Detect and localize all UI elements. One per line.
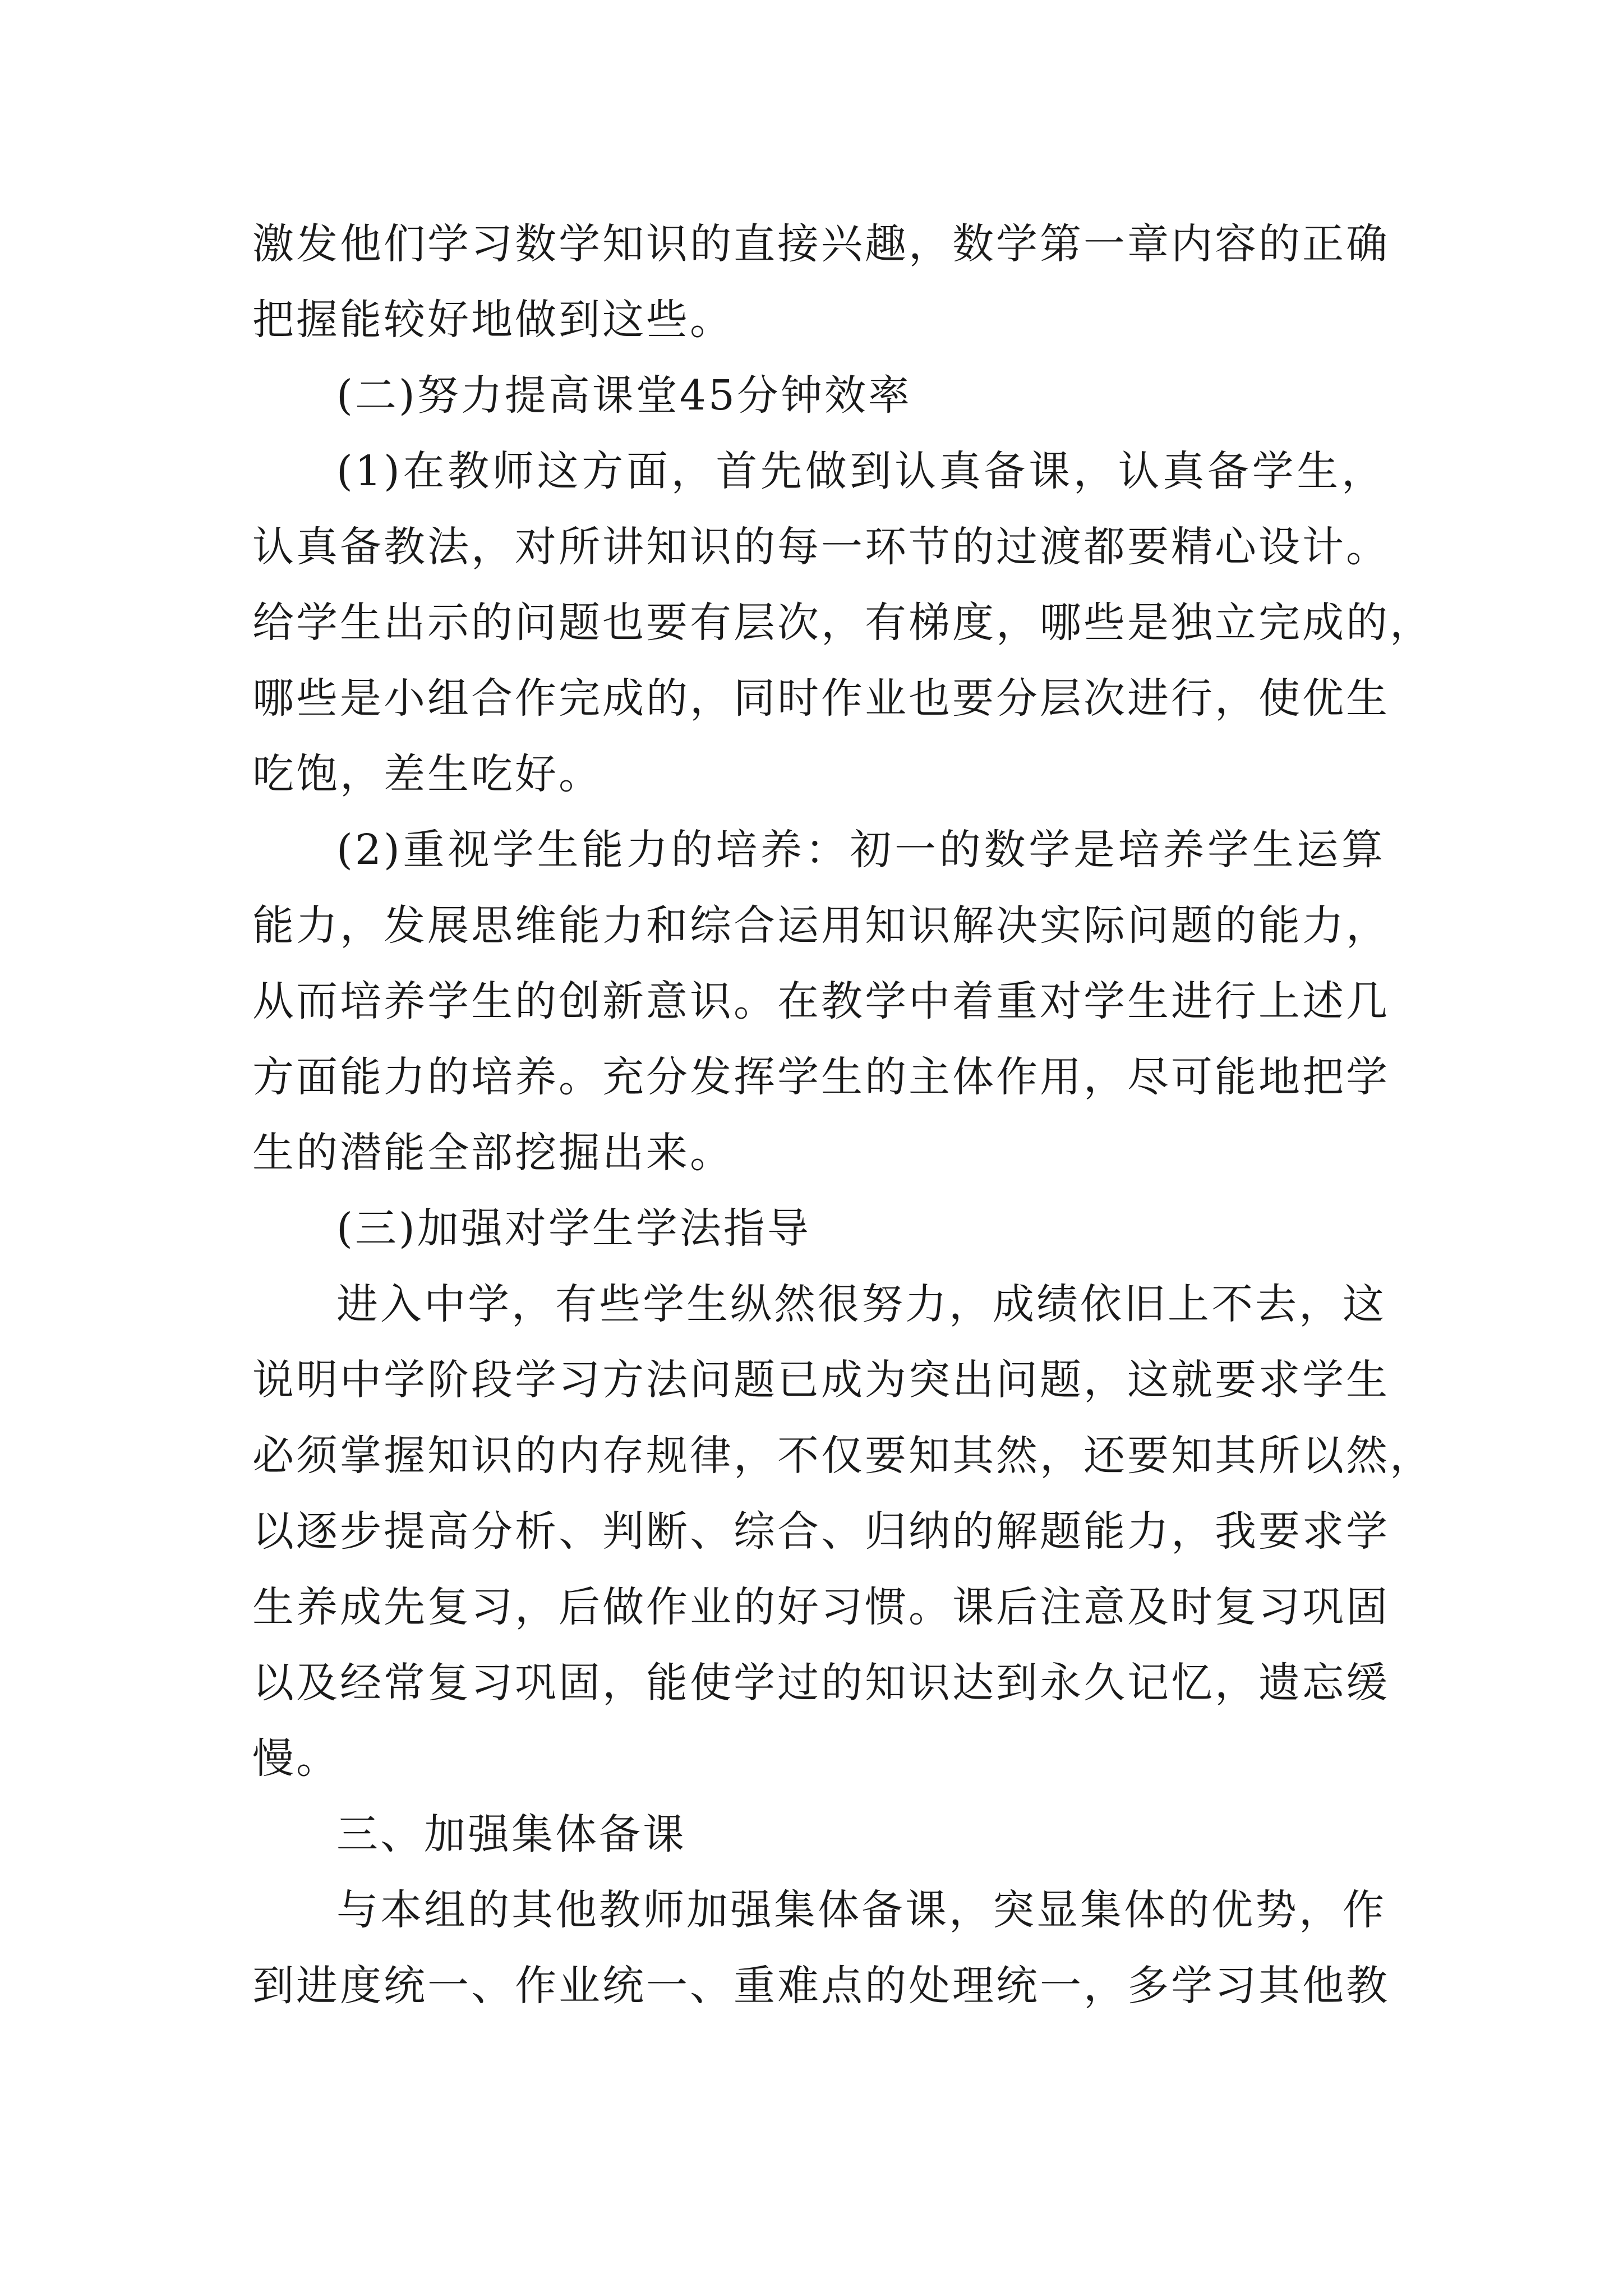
- paragraph-line: 到进度统一、作业统一、重难点的处理统一，多学习其他教: [252, 1962, 1390, 2010]
- paragraph-line: 以及经常复习巩固，能使学过的知识达到永久记忆，遗忘缓: [252, 1659, 1390, 1707]
- section-heading: 三、加强集体备课: [336, 1810, 686, 1858]
- section-heading: (三)加强对学生学法指导: [336, 1204, 811, 1253]
- paragraph-line: 激发他们学习数学知识的直接兴趣，数学第一章内容的正确: [252, 220, 1390, 268]
- paragraph-line: 说明中学阶段学习方法问题已成为突出问题，这就要求学生: [252, 1356, 1390, 1404]
- paragraph-line: 给学生出示的问题也要有层次，有梯度，哪些是独立完成的，: [252, 599, 1433, 647]
- paragraph-line: (1)在教师这方面，首先做到认真备课，认真备学生，: [336, 447, 1385, 495]
- paragraph-line: 能力，发展思维能力和综合运用知识解决实际问题的能力，: [252, 901, 1390, 950]
- section-heading: (二)努力提高课堂45分钟效率: [336, 371, 912, 420]
- paragraph-line: 生养成先复习，后做作业的好习惯。课后注意及时复习巩固: [252, 1583, 1390, 1631]
- paragraph-line: 以逐步提高分析、判断、综合、归纳的解题能力，我要求学: [252, 1507, 1390, 1556]
- paragraph-line: 方面能力的培养。充分发挥学生的主体作用，尽可能地把学: [252, 1053, 1390, 1101]
- paragraph-line: 进入中学，有些学生纵然很努力，成绩依旧上不去，这: [336, 1280, 1386, 1328]
- paragraph-line: 吃饱，差生吃好。: [252, 750, 602, 798]
- paragraph-line: 与本组的其他教师加强集体备课，突显集体的优势，作: [336, 1886, 1386, 1934]
- paragraph-line: 必须掌握知识的内存规律，不仅要知其然，还要知其所以然，: [252, 1432, 1433, 1480]
- paragraph-line: 认真备教法，对所讲知识的每一环节的过渡都要精心设计。: [252, 523, 1390, 571]
- paragraph-line: 哪些是小组合作完成的，同时作业也要分层次进行，使优生: [252, 674, 1390, 723]
- paragraph-line: 把握能较好地做到这些。: [252, 296, 734, 344]
- paragraph-line: 生的潜能全部挖掘出来。: [252, 1129, 734, 1177]
- paragraph-line: 慢。: [252, 1734, 340, 1783]
- paragraph-line: 从而培养学生的创新意识。在教学中着重对学生进行上述几: [252, 977, 1390, 1025]
- paragraph-line: (2)重视学生能力的培养：初一的数学是培养学生运算: [336, 826, 1385, 874]
